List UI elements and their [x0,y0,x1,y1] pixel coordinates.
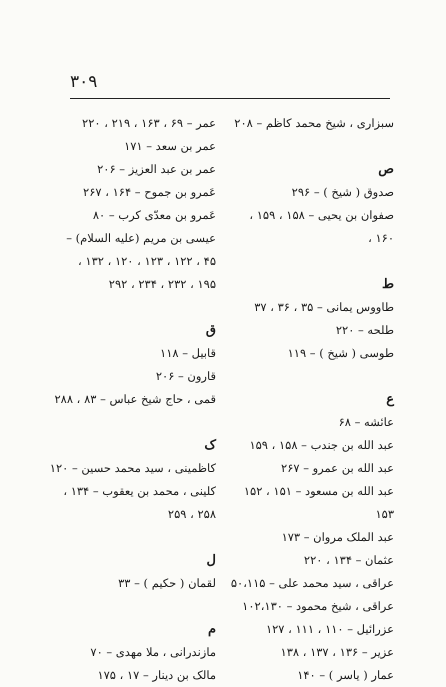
index-entry: ۱۹۵ ، ۲۳۲ ، ۲۳۴ ، ۲۹۲ [108,277,216,291]
index-entry: عزیر – ۱۳۶ ، ۱۳۷ ، ۱۳۸ [280,645,394,659]
index-entry: مازندرانی ، ملا مهدی – ۷۰ [90,645,216,659]
index-entry: طاووس یمانی – ۳۵ ، ۳۶ ، ۳۷ [254,300,394,314]
index-column-left [49,112,216,687]
index-entry: سبزاری ، شیخ محمد کاظم – ۲۰۸ [234,116,394,130]
index-entry: عبد الله بن جندب – ۱۵۸ ، ۱۵۹ [249,438,394,452]
section-letter-heading: ط [381,277,394,292]
index-entry: قمی ، حاج شیخ عباس – ۸۳ ، ۲۸۸ [54,392,216,406]
index-entry: عزرائیل – ۱۱۰ ، ۱۱۱ ، ۱۲۷ [265,622,394,636]
spacer [194,135,394,158]
spacer [56,296,216,319]
index-entry: کاظمینی ، سید محمد حسین – ۱۲۰ [49,461,216,475]
page-number: ۳۰۹ [70,72,98,92]
spacer [56,595,216,618]
index-entry: عَمرو بن معدّی کرب – ۸۰ [92,208,216,222]
index-entry: عمر بن سعد – ۱۷۱ [124,139,216,153]
index-entry: طلحه – ۲۲۰ [335,323,394,337]
section-letter-heading: ص [378,162,394,177]
spacer [56,411,216,434]
section-letter-heading: ع [386,392,394,407]
section-letter-heading: م [207,622,216,637]
index-entry: کلینی ، محمد بن یعقوب – ۱۳۴ ، [63,484,216,498]
index-entry: عثمان – ۱۳۴ ، ۲۲۰ [303,553,394,567]
index-entry: عمر – ۶۹ ، ۱۶۳ ، ۲۱۹ ، ۲۲۰ [82,116,216,130]
index-entry: عمار ( یاسر ) – ۱۴۰ [297,668,394,682]
section-letter-heading: ل [206,553,216,568]
index-entry: ۴۵ ، ۱۲۲ ، ۱۲۳ ، ۱۲۰ ، ۱۳۲ ، [78,254,216,268]
spacer [56,526,216,549]
index-entry: عَمرو بن جموح – ۱۶۴ ، ۲۶۷ [83,185,216,199]
index-entry: قابیل – ۱۱۸ [160,346,216,360]
index-entry: صدوق ( شیخ ) – ۲۹۶ [291,185,394,199]
index-entry: ۱۶۰ ، [368,231,394,245]
index-entry: عبد الله بن مسعود – ۱۵۱ ، ۱۵۲ [243,484,394,498]
index-entry: طوسی ( شیخ ) – ۱۱۹ [287,346,394,360]
index-entry: ۲۵۸ ، ۲۵۹ [167,507,216,521]
index-entry: عراقی ، سید محمد علی – ۵۰،۱۱۵ [230,576,394,590]
index-entry: صفوان بن یحیی – ۱۵۸ ، ۱۵۹ ، [249,208,394,222]
header-rule [70,98,390,99]
index-entry: عراقی ، شیخ محمود – ۱۰۲،۱۳۰ [242,599,394,613]
index-entry: عیسی بن مریم (علیه السلام) – [66,231,216,245]
index-entry: عائشه – ۶۸ [338,415,394,429]
spacer [194,250,394,273]
index-entry: مالک بن دینار – ۱۷ ، ۱۷۵ [97,668,216,682]
section-letter-heading: ک [204,438,216,453]
section-letter-heading: ق [205,323,216,338]
index-column-right [194,112,394,687]
index-entry: عمر بن عبد العزیز – ۲۰۶ [97,162,216,176]
index-entry: عبد الملک مروان – ۱۷۳ [281,530,394,544]
index-entry: قارون – ۲۰۶ [155,369,216,383]
index-entry: عبد الله بن عمرو – ۲۶۷ [281,461,394,475]
index-entry: لقمان ( حکیم ) – ۳۳ [118,576,216,590]
spacer [194,365,394,388]
index-entry: ۱۵۳ [375,507,394,521]
